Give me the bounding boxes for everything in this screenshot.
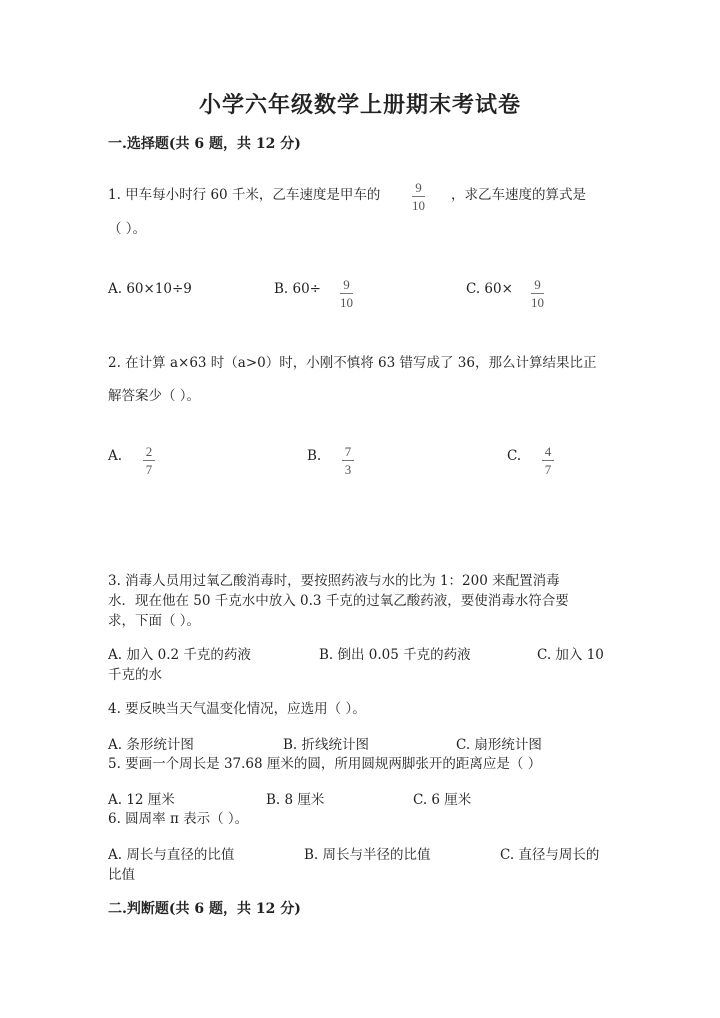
question-1-text: 1. 甲车每小时行 60 千米，乙车速度是甲车的	[108, 187, 381, 203]
question-1-option-b-fraction: $\frac{9}{10}$	[340, 277, 353, 310]
question-6-option-a[interactable]: A. 周长与直径的比值	[108, 847, 235, 863]
question-5-option-b[interactable]: B. 8 厘米	[266, 792, 325, 808]
question-3-option-b[interactable]: B. 倒出 0.05 千克的药液	[319, 647, 471, 663]
question-2-text-line1: 2. 在计算 a×63 时（a>0）时，小刚不慎将 63 错写成了 36，那么计算结果比正	[108, 355, 597, 371]
question-2-option-a-fraction: $\frac{2}{7}$	[143, 441, 155, 476]
question-2-option-c-fraction: $\frac{4}{7}$	[542, 441, 554, 476]
question-1-blank: （ ）。	[108, 221, 147, 237]
section-heading-judgement: 二.判断题(共 6 题，共 12 分)	[108, 901, 301, 917]
question-3-text-line2: 水．现在他在 50 千克水中放入 0.3 千克的过氧乙酸药液，要使消毒水符合要	[108, 593, 569, 609]
question-5-text: 5. 要画一个周长是 37.68 厘米的圆，所用圆规两脚张开的距离应是（ ）	[108, 756, 542, 772]
question-6-text: 6. 圆周率 π 表示（ ）。	[108, 811, 249, 827]
section-heading-choice: 一.选择题(共 6 题，共 12 分)	[108, 136, 301, 152]
question-4-option-a[interactable]: A. 条形统计图	[108, 737, 194, 753]
question-3-text-line3: 求，下面（ ）。	[108, 613, 201, 629]
page-title: 小学六年级数学上册期末考试卷	[198, 92, 521, 118]
question-2-option-b-fraction: $\frac{7}{3}$	[342, 441, 354, 476]
question-4-text: 4. 要反映当天气温变化情况，应选用（ ）。	[108, 701, 366, 717]
question-3-option-c-cont: 千克的水	[108, 667, 162, 683]
question-1-text-cont: ，求乙车速度的算式是	[451, 187, 586, 203]
question-5-option-a[interactable]: A. 12 厘米	[108, 792, 175, 808]
question-1-fraction: $\frac{9}{10}$	[412, 180, 425, 213]
question-1-option-c[interactable]: C. 60×	[466, 281, 513, 297]
question-1-option-b[interactable]: B. 60÷	[274, 281, 321, 297]
question-6-option-c-cont: 比值	[108, 867, 135, 883]
question-5-option-c[interactable]: C. 6 厘米	[413, 792, 472, 808]
question-4-option-c[interactable]: C. 扇形统计图	[456, 737, 542, 753]
question-1-option-a[interactable]: A. 60×10÷9	[108, 281, 192, 297]
question-6-option-b[interactable]: B. 周长与半径的比值	[304, 847, 431, 863]
question-2-text-line2: 解答案少（ ）。	[108, 388, 201, 404]
question-2-option-c[interactable]: C.	[507, 448, 522, 464]
question-2-option-a[interactable]: A.	[108, 448, 123, 464]
question-3-option-a[interactable]: A. 加入 0.2 千克的药液	[108, 647, 251, 663]
question-3-text-line1: 3. 消毒人员用过氧乙酸消毒时，要按照药液与水的比为 1：200 来配置消毒	[108, 573, 560, 589]
question-4-option-b[interactable]: B. 折线统计图	[283, 737, 370, 753]
question-1-option-c-fraction: $\frac{9}{10}$	[531, 277, 544, 310]
question-3-option-c[interactable]: C. 加入 10	[537, 647, 604, 663]
question-2-option-b[interactable]: B.	[307, 448, 322, 464]
question-6-option-c[interactable]: C. 直径与周长的	[500, 847, 600, 863]
